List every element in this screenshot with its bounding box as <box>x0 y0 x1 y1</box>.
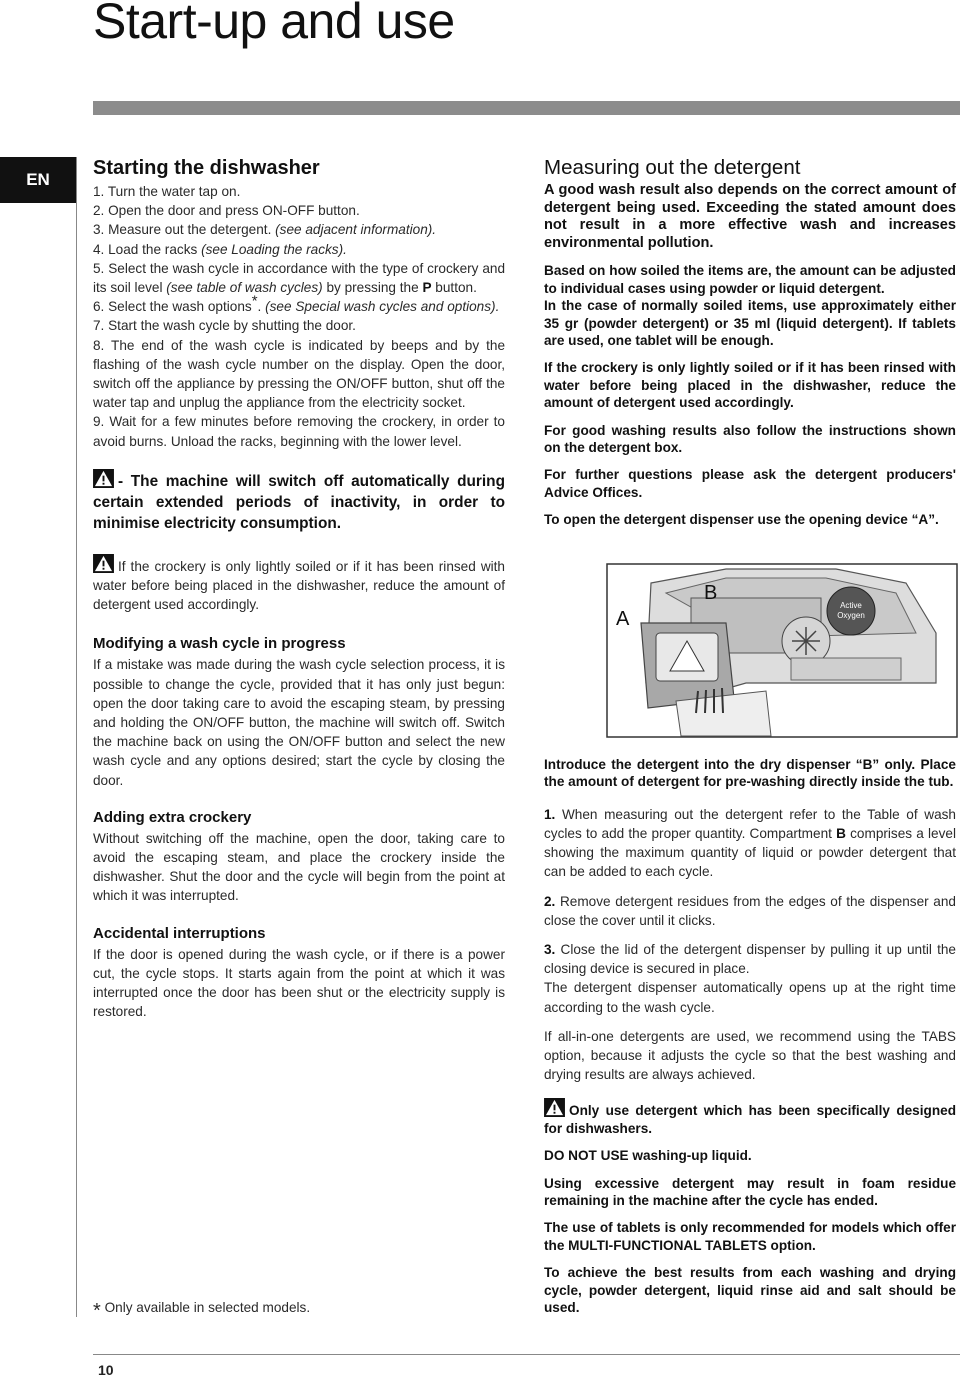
tabs-note: If all-in-one detergents are used, we recommend using the TABS option, because it adjusts the cycle so that the best washing and drying results are always achieved. <box>544 1028 956 1083</box>
step-1: 1. Turn the water tap on. <box>93 184 241 199</box>
step-6: 6. Select the wash options*. (see Special wash cycles and options). <box>93 292 500 315</box>
measure-p7: To open the detergent dispenser use the opening device “A”. <box>544 512 939 528</box>
left-margin-rule <box>76 157 77 1317</box>
step-7: 7. Start the wash cycle by shutting the door. <box>93 318 356 334</box>
label-b: B <box>704 582 718 604</box>
auto-off-warning: - The machine will switch off automatically during certain extended periods of inactivity, in order to minimise electricity consumption. <box>93 469 505 534</box>
note-2: 2. Remove detergent residues from the edges of the dispenser and close the cover until it clicks. <box>544 893 956 928</box>
step-3: 3. Measure out the detergent. (see adjacent information). <box>93 222 437 238</box>
measure-p5: For good washing results also follow the instructions shown on the detergent box. <box>544 422 956 456</box>
active-label: Active <box>840 601 862 610</box>
step-4: 4. Load the racks (see Loading the racks). <box>93 241 347 257</box>
excess-detergent-note: Using excessive detergent may result in foam residue remaining in the machine after the cycle has ended. <box>544 1175 956 1209</box>
modifying-heading: Modifying a wash cycle in progress <box>93 635 346 653</box>
tablets-note: The use of tablets is only recommended for models which offer the MULTI-FUNCTIONAL TABLETS option. <box>544 1220 956 1253</box>
accidental-text: If the door is opened during the wash cycle, or if there is a power cut, the cycle stops. It starts again from the point at which it was interrupted once the door has been shut or the electricity supply is restored. <box>93 946 505 1020</box>
measure-p6: For further questions please ask the detergent producers' Advice Offices. <box>544 467 956 500</box>
measuring-heading: Measuring out the detergent <box>544 156 801 179</box>
adding-heading: Adding extra crockery <box>93 808 252 826</box>
footer-rule <box>93 1354 960 1355</box>
oxygen-label: Oxygen <box>837 611 865 620</box>
no-washing-up-liquid: DO NOT USE washing-up liquid. <box>544 1148 752 1164</box>
label-a: A <box>616 608 630 630</box>
note-1: 1. When measuring out the detergent refer to the Table of wash cycles to add the proper quantity. Compartment B comprises a level showing the maximum quantity of liquid or powder detergent that can be added to each cycle. <box>544 806 956 880</box>
footnote: * Only available in selected models. <box>93 1300 311 1322</box>
warning-icon <box>93 469 114 488</box>
dishwasher-only-warning: Only use detergent which has been specifically designed for dishwashers. <box>544 1098 956 1137</box>
warning-icon <box>93 554 114 573</box>
measure-p2: Based on how soiled the items are, the amount can be adjusted to individual cases using powder or liquid detergent. <box>544 263 956 296</box>
step-9: 9. Wait for a few minutes before removing the crockery, in order to avoid burns. Unload the racks, beginning with the lower level. <box>93 414 505 449</box>
starting-heading: Starting the dishwasher <box>93 157 320 179</box>
adding-text: Without switching off the machine, open the door, taking care to avoid the escaping steam, and place the crockery inside the dishwasher. Shut the door and the cycle will begin from the point at which it was interrupted. <box>93 830 505 904</box>
rinse-note: If the crockery is only lightly soiled or if it has been rinsed with water before being placed in the dishwasher, reduce the amount of detergent used accordingly. <box>93 554 505 615</box>
introduce-text: Introduce the detergent into the dry dispenser “B” only. Place the amount of detergent for pre-washing directly inside the tub. <box>544 757 956 790</box>
measure-intro: A good wash result also depends on the correct amount of detergent being used. Exceeding the stated amount does not result in a more effective wash and increases environmental pollution. <box>544 182 956 251</box>
step-2: 2. Open the door and press ON-OFF button. <box>93 203 360 219</box>
title-rule <box>93 101 960 115</box>
note-3: 3. Close the lid of the detergent dispenser by pulling it up until the closing device is secured in place. <box>544 942 956 977</box>
right-column-lower <box>544 756 956 1317</box>
page-title: Start-up and use <box>93 0 455 49</box>
best-results-note: To achieve the best results from each washing and drying cycle, powder detergent, liquid rinse aid and salt should be used. <box>544 1265 956 1316</box>
measure-p3: In the case of normally soiled items, use approximately either 35 gr (powder detergent) or 35 ml (liquid detergent). If tablets are used, one tablet will be enough. <box>544 298 956 348</box>
right-column <box>544 156 956 529</box>
warning-icon <box>544 1098 565 1117</box>
measure-p4: If the crockery is only lightly soiled or if it has been rinsed with water before being placed in the dishwasher, reduce the amount of detergent used accordingly. <box>544 360 956 411</box>
accidental-heading: Accidental interruptions <box>93 924 266 942</box>
page-number: 10 <box>98 1362 114 1378</box>
step-5: 5. Select the wash cycle in accordance with the type of crockery and its soil level (see table of wash cycles) by pressing the P button. <box>93 260 505 296</box>
language-tab: EN <box>0 157 76 203</box>
note-3b: The detergent dispenser automatically opens up at the right time according to the wash cycle. <box>544 980 956 1015</box>
detergent-dispenser-illustration <box>606 563 958 738</box>
step-8: 8. The end of the wash cycle is indicated by beeps and by the flashing of the wash cycle number on the display. Open the door, switch off the appliance by pressing the ON/OFF button, shut off the water tap and unplug the appliance from the electricity socket. <box>93 337 505 411</box>
modifying-text: If a mistake was made during the wash cycle selection process, it is possible to change the cycle, provided that it has only just begun: open the door taking care to avoid the escaping steam, by pressing and holding the ON/OFF button, the machine will switch off. Switch the machine back on using the ON/OFF button and select the new wash cycle and any options desired; start the cycle by closing the door. <box>93 657 505 788</box>
left-column <box>93 156 505 1022</box>
